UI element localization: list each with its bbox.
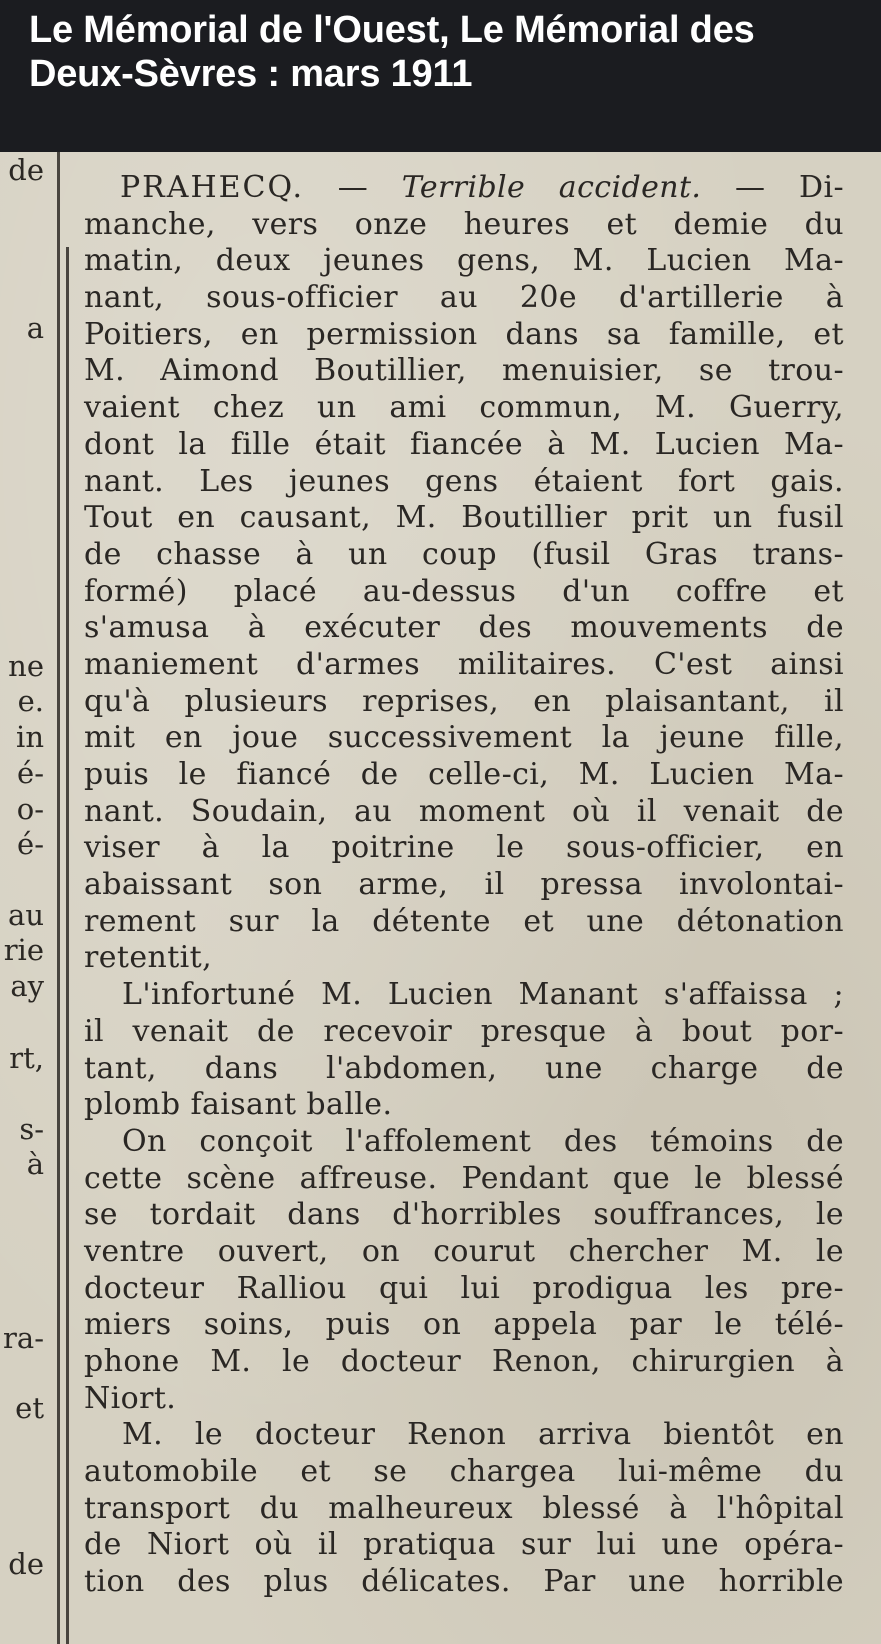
article-line: On conçoit l'affolement des témoins de bbox=[122, 1123, 844, 1159]
article-line: Poitiers, en permission dans sa famille, et bbox=[84, 316, 844, 352]
margin-fragment: au bbox=[8, 898, 44, 932]
article-line: nant. Les jeunes gens étaient fort gais. bbox=[84, 463, 844, 499]
article-line: Tout en causant, M. Boutillier prit un fusil bbox=[84, 500, 844, 536]
margin-fragment: in bbox=[16, 720, 44, 754]
article-line: retentit, bbox=[84, 940, 213, 976]
column-rule bbox=[57, 152, 60, 1644]
article-line: plomb faisant balle. bbox=[84, 1087, 393, 1123]
article-line: miers soins, puis on appela par le télé- bbox=[84, 1307, 844, 1343]
article-line: M. Aimond Boutillier, menuisier, se trou- bbox=[84, 353, 844, 389]
article-line: phone M. le docteur Renon, chirurgien à bbox=[84, 1344, 844, 1379]
article-line: transport du malheureux blessé à l'hôpital bbox=[84, 1490, 844, 1526]
left-column-fragments bbox=[0, 152, 52, 1644]
article-line: dont la fille était fiancée à M. Lucien Ma- bbox=[84, 426, 844, 462]
margin-fragment: é- bbox=[17, 756, 44, 790]
article-line: manche, vers onze heures et demie du bbox=[84, 206, 844, 242]
article-line: de Niort où il pratiqua sur lui une opéra- bbox=[84, 1527, 844, 1563]
article-line: viser à la poitrine le sous-officier, en bbox=[84, 830, 844, 866]
article-line: ventre ouvert, on courut chercher M. le bbox=[84, 1233, 844, 1269]
margin-fragment: et bbox=[15, 1391, 44, 1425]
article-line: rement sur la détente et une détonation bbox=[84, 903, 844, 939]
article-line: matin, deux jeunes gens, M. Lucien Ma- bbox=[84, 243, 844, 279]
article-line: mit en joue successivement la jeune fille, bbox=[84, 720, 844, 756]
margin-fragment: de bbox=[8, 153, 44, 187]
margin-fragment: e. bbox=[17, 684, 44, 718]
margin-fragment: rie bbox=[3, 933, 44, 967]
margin-fragment: a bbox=[26, 311, 44, 345]
margin-fragment: à bbox=[26, 1147, 44, 1181]
article-dash: — Di- bbox=[701, 170, 844, 205]
article-line: de chasse à un coup (fusil Gras trans- bbox=[84, 536, 844, 572]
article-line: nant, sous-officier au 20e d'artillerie à bbox=[84, 280, 844, 316]
article-line: tion des plus délicates. Par une horrible bbox=[84, 1564, 844, 1600]
article-line: cette scène affreuse. Pendant que le blessé bbox=[84, 1160, 844, 1196]
margin-fragment: s- bbox=[19, 1112, 44, 1146]
caption-header bbox=[0, 0, 881, 152]
article-line: maniement d'armes militaires. C'est ainsi bbox=[84, 646, 844, 682]
article-headline: Terrible accident. bbox=[401, 170, 702, 205]
article-text bbox=[84, 170, 844, 1601]
margin-fragment: o- bbox=[16, 792, 44, 826]
article-dash: — bbox=[304, 170, 402, 205]
article-line: puis le fiancé de celle-ci, M. Lucien Ma- bbox=[84, 757, 844, 792]
article-dateline: PRAHECQ. bbox=[120, 170, 305, 205]
article-line: tant, dans l'abdomen, une charge de bbox=[84, 1050, 844, 1086]
article-line: qu'à plusieurs reprises, en plaisantant, il bbox=[84, 683, 844, 719]
article-line: automobile et se chargea lui-même du bbox=[84, 1454, 844, 1490]
article-line: s'amusa à exécuter des mouvements de bbox=[84, 610, 844, 646]
article-line: il venait de recevoir presque à bout por- bbox=[84, 1013, 844, 1049]
caption-title: Le Mémorial de l'Ouest, Le Mémorial des Deux-Sèvres : mars 1911 bbox=[29, 9, 755, 95]
article-line: se tordait dans d'horribles souffrances, le bbox=[84, 1197, 844, 1233]
column-rule-inner bbox=[66, 247, 69, 1644]
article-line: formé) placé au-dessus d'un coffre et bbox=[84, 573, 844, 609]
margin-fragment: ra- bbox=[3, 1321, 44, 1355]
margin-fragment: é- bbox=[17, 827, 44, 861]
article-first-line bbox=[84, 170, 844, 207]
article-line: Niort. bbox=[84, 1380, 177, 1416]
article-line: vaient chez un ami commun, M. Guerry, bbox=[84, 390, 844, 426]
article-line: abaissant son arme, il pressa involontai- bbox=[84, 867, 844, 903]
article-line: M. le docteur Renon arriva bientôt en bbox=[122, 1417, 844, 1453]
article-line: nant. Soudain, au moment où il venait de bbox=[84, 793, 844, 829]
article-line: docteur Ralliou qui lui prodigua les pre- bbox=[84, 1270, 844, 1306]
margin-fragment: de bbox=[8, 1547, 44, 1581]
newspaper-clipping bbox=[0, 152, 881, 1644]
article-line: L'infortuné M. Lucien Manant s'affaissa ; bbox=[122, 977, 844, 1013]
margin-fragment: rt, bbox=[9, 1041, 44, 1075]
margin-fragment: ne bbox=[8, 649, 44, 683]
margin-fragment: ay bbox=[10, 969, 44, 1003]
